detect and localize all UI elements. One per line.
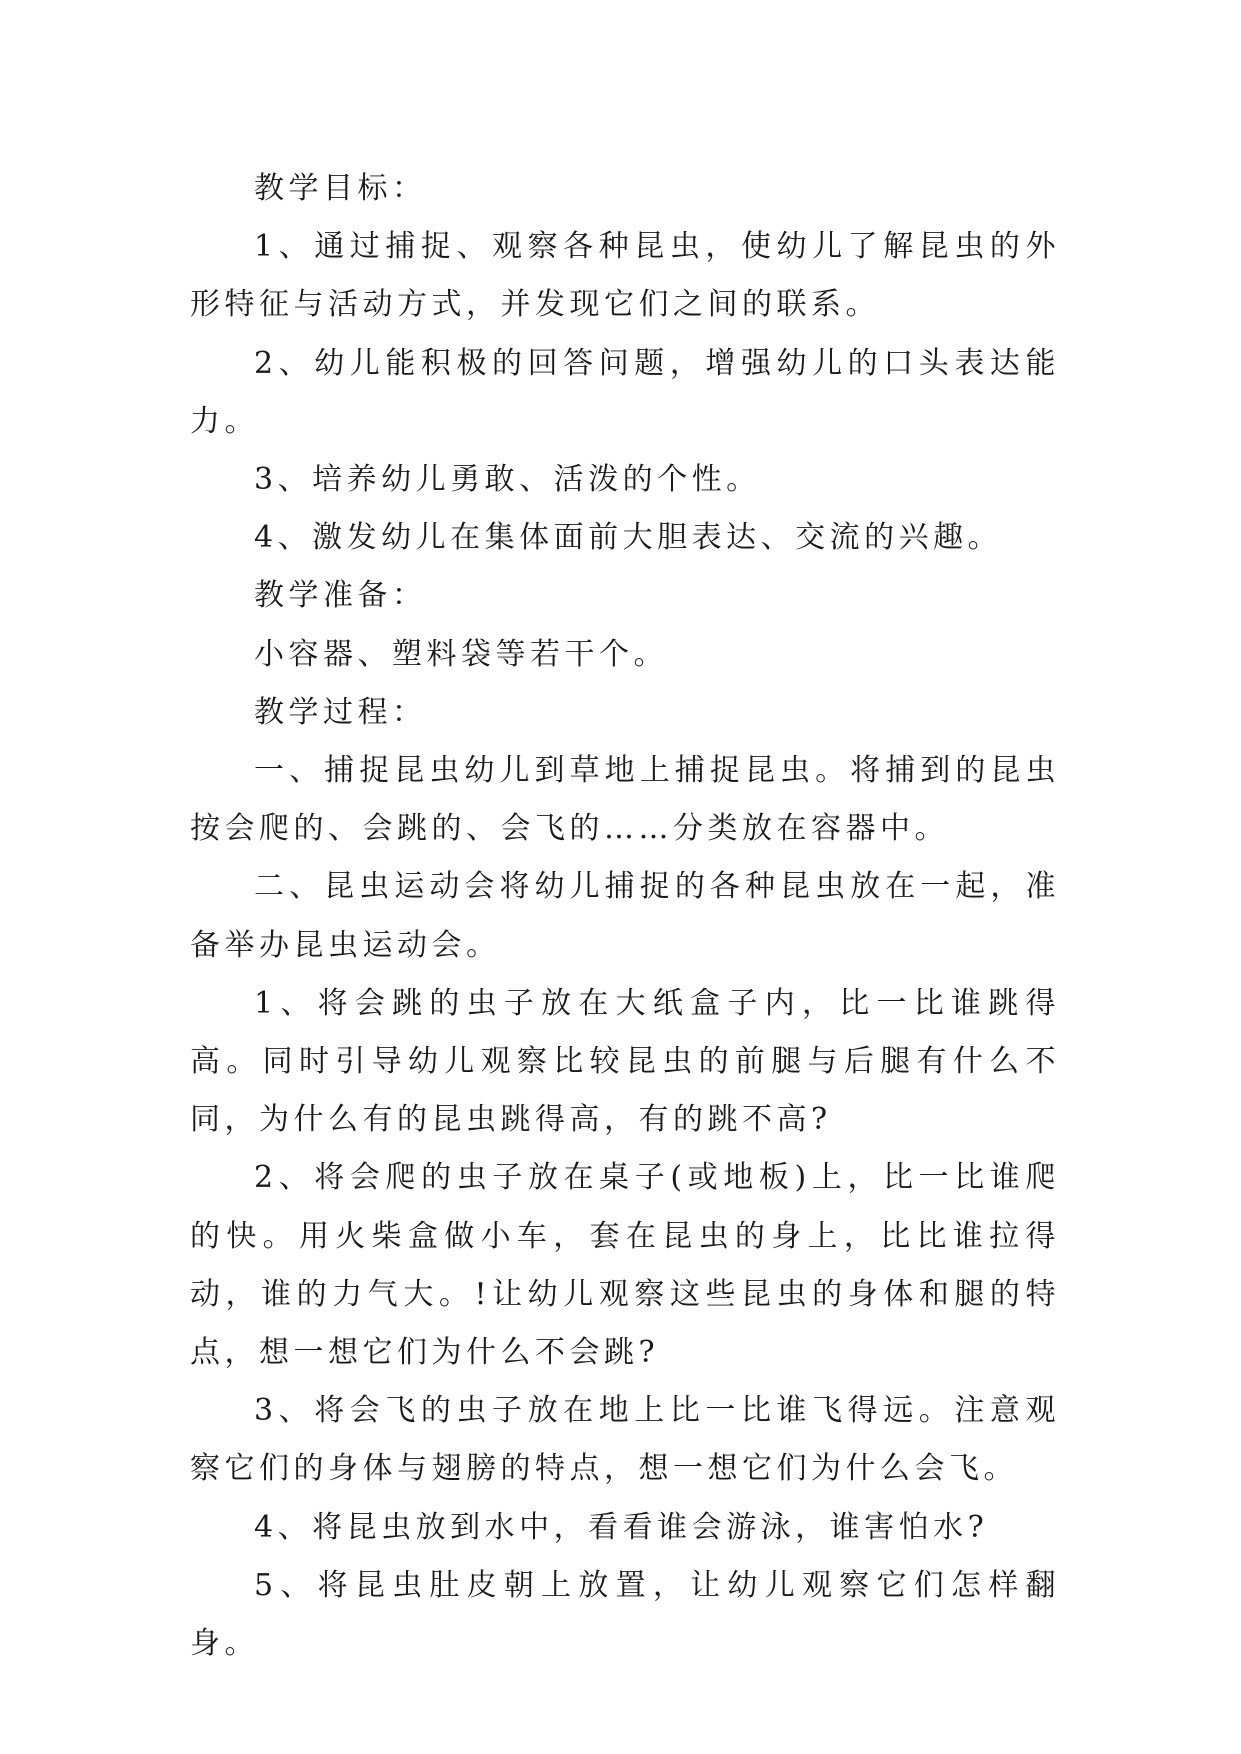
- section-heading-preparation: 教学准备：: [254, 578, 427, 614]
- process-substep-1: 1、将会跳的虫子放在大纸盒子内，比一比谁跳得高。同时引导幼儿观察比较昆虫的前腿与后腿有什么不同，为什么有的昆虫跳得高，有的跳不高?: [190, 985, 1060, 1138]
- document-page: [190, 160, 1060, 1673]
- process-step-2: 二、昆虫运动会将幼儿捕捉的各种昆虫放在一起，准备举办昆虫运动会。: [190, 869, 1060, 963]
- goal-item-3: 3、培养幼儿勇敢、活泼的个性。: [254, 462, 761, 498]
- goal-item-2: 2、幼儿能积极的回答问题，增强幼儿的口头表达能力。: [190, 345, 1060, 439]
- process-substep-4: 4、将昆虫放到水中，看看谁会游泳，谁害怕水?: [254, 1509, 989, 1545]
- goal-item-4: 4、激发幼儿在集体面前大胆表达、交流的兴趣。: [254, 520, 1003, 556]
- process-substep-5: 5、将昆虫肚皮朝上放置，让幼儿观察它们怎样翻身。: [190, 1567, 1060, 1662]
- process-substep-2: 2、将会爬的虫子放在桌子(或地板)上，比一比谁爬的快。用火柴盒做小车，套在昆虫的身上，比比谁拉得动，谁的力气大。!让幼儿观察这些昆虫的身体和腿的特点，想一想它们为什么不会跳?: [190, 1160, 1060, 1371]
- process-step-1: 一、捕捉昆虫幼儿到草地上捕捉昆虫。将捕到的昆虫按会爬的、会跳的、会飞的……分类放在容器中。: [190, 753, 1060, 847]
- preparation-text: 小容器、塑料袋等若干个。: [254, 636, 668, 672]
- section-heading-process: 教学过程：: [254, 694, 427, 730]
- goal-item-1: 1、通过捕捉、观察各种昆虫，使幼儿了解昆虫的外形特征与活动方式，并发现它们之间的联系。: [190, 229, 1060, 323]
- section-heading-goals: 教学目标：: [254, 171, 427, 206]
- process-substep-3: 3、将会飞的虫子放在地上比一比谁飞得远。注意观察它们的身体与翅膀的特点，想一想它们为什么会飞。: [190, 1393, 1060, 1487]
